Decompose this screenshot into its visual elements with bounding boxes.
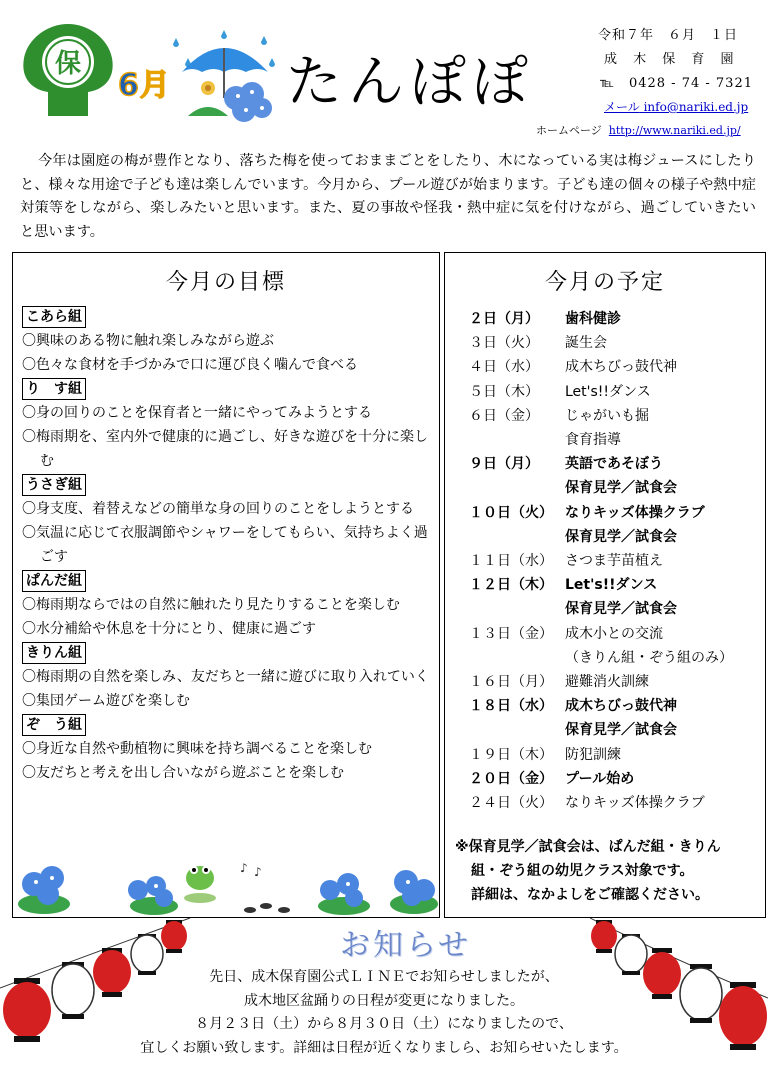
- goal-item: 〇興味のある物に触れ楽しみながら遊ぶ: [22, 333, 274, 349]
- goal-item: 〇梅雨期ならではの自然に触れたり見たりすることを楽しむ: [22, 597, 400, 613]
- schedule-row: [469, 404, 761, 428]
- notice-line: ８月２３日（土）から８月３０日（土）になりましたので、: [195, 1016, 573, 1032]
- logo-text: 保: [54, 49, 82, 79]
- schedule-note-line: ※保育見学／試食会は、ぱんだ組・きりん: [455, 839, 721, 855]
- monthly-schedule-box: [444, 252, 766, 918]
- goal-item: 〇梅雨期を、室内外で健康的に過ごし、好きな遊びを十分に楽しむ: [22, 429, 428, 469]
- schedule-row: [469, 718, 761, 742]
- schedule-row: [469, 622, 761, 646]
- schedule-day: ２０日（金）: [469, 770, 553, 787]
- notice-line: 先日、成木保育園公式ＬＩＮＥでお知らせしましたが、: [209, 969, 559, 985]
- goal-group: [22, 569, 432, 641]
- newsletter-title: たんぽぽ: [286, 50, 534, 115]
- group-label: り す組: [22, 378, 86, 400]
- schedule-day: １１日（水）: [469, 553, 553, 570]
- schedule-row: [469, 549, 761, 573]
- goal-item: 〇身近な自然や動植物に興味を持ち調べることを楽しむ: [22, 741, 372, 757]
- schedule-row: [469, 380, 761, 404]
- month-badge: 6月: [118, 68, 171, 103]
- goal-item: 〇身支度、着替えなどの簡単な身の回りのことをしようとする: [22, 501, 414, 517]
- goal-group: [22, 713, 432, 785]
- schedule-title: 今月の予定: [544, 270, 665, 295]
- schedule-event: プール始め: [565, 770, 635, 787]
- school-name: 成 木 保 育 園: [604, 52, 740, 67]
- email-link[interactable]: [604, 98, 748, 115]
- schedule-day: [469, 597, 565, 621]
- schedule-list: [469, 307, 761, 815]
- schedule-row: [469, 452, 761, 476]
- goal-item: 〇水分補給や休息を十分にとり、健康に過ごす: [22, 621, 316, 637]
- schedule-row: [469, 501, 761, 525]
- goal-group: [22, 641, 432, 713]
- schedule-event: 保育見学／試食会: [565, 601, 677, 618]
- schedule-event: 保育見学／試食会: [565, 480, 677, 497]
- notice-line: 成木地区盆踊りの日程が変更になりました。: [244, 992, 524, 1009]
- schedule-row: [469, 791, 761, 815]
- group-label: きりん組: [22, 642, 86, 664]
- schedule-event: なりキッズ体操クラブ: [565, 504, 705, 521]
- schedule-row: [469, 428, 761, 452]
- schedule-row: [469, 646, 761, 670]
- schedule-day: ３日（火）: [469, 335, 539, 352]
- schedule-note: [455, 835, 761, 907]
- schedule-day: ４日（水）: [469, 359, 539, 376]
- nursery-logo: [18, 20, 118, 124]
- schedule-row: [469, 597, 761, 621]
- schedule-day: [469, 646, 565, 670]
- schedule-day: １９日（木）: [469, 746, 553, 763]
- notice-body: [100, 966, 668, 1060]
- schedule-day: [469, 525, 565, 549]
- svg-text:♪: ♪: [240, 861, 248, 875]
- schedule-event: 食育指導: [565, 432, 621, 449]
- svg-text:♪: ♪: [254, 865, 262, 879]
- monthly-goals-box: [12, 252, 440, 918]
- schedule-event: さつま芋苗植え: [565, 553, 663, 570]
- email-address[interactable]: info@nariki.ed.jp: [643, 100, 749, 114]
- schedule-row: [469, 355, 761, 379]
- schedule-event: 誕生会: [565, 335, 607, 352]
- goals-list: [22, 305, 432, 785]
- schedule-day: １３日（金）: [469, 625, 553, 642]
- schedule-row: [469, 694, 761, 718]
- schedule-event: 成木ちびっ鼓代神: [565, 359, 677, 376]
- schedule-day: [469, 428, 565, 452]
- goal-group: [22, 473, 432, 569]
- schedule-event: （きりん組・ぞう組のみ）: [565, 649, 733, 666]
- schedule-event: 歯科健診: [565, 311, 621, 327]
- schedule-day: [469, 476, 565, 500]
- goal-group: [22, 377, 432, 473]
- goal-item: 〇色々な食材を手づかみで口に運び良く噛んで食べる: [22, 357, 358, 373]
- intro-paragraph: 今年は園庭の梅が豊作となり、落ちた梅を使っておままごとをしたり、木になっている実は梅ジュースにしたりと、様々な用途で子ども達は楽しんでいます。今月から、プール遊びが始まります。子ども達の個々の様子や熱中症対策等をしながら、楽しみたいと思います。また、夏の事故や怪我・熱中症に気を付けながら、過ごしていきたいと思います。: [20, 153, 756, 240]
- schedule-day: ２日（月）: [469, 311, 539, 327]
- schedule-day: １８日（水）: [469, 698, 553, 715]
- schedule-day: １２日（木）: [469, 577, 553, 594]
- goal-item: 〇気温に応じて衣服調節やシャワーをしてもらい、気持ちよく過ごす: [22, 525, 428, 565]
- goal-item: 〇身の回りのことを保育者と一緒にやってみようとする: [22, 405, 372, 421]
- schedule-row: [469, 525, 761, 549]
- schedule-day: ６日（金）: [469, 407, 539, 424]
- goal-item: 〇梅雨期の自然を楽しみ、友だちと一緒に遊びに取り入れていく: [22, 669, 429, 685]
- goal-item: 〇集団ゲーム遊びを楽しむ: [22, 693, 190, 709]
- group-label: うさぎ組: [22, 474, 86, 496]
- schedule-event: 保育見学／試食会: [565, 528, 677, 545]
- schedule-day: ９日（月）: [469, 456, 539, 473]
- schedule-row: [469, 670, 761, 694]
- homepage-link[interactable]: http://www.nariki.ed.jp/: [608, 124, 741, 137]
- schedule-event: Let's!!ダンス: [565, 383, 651, 400]
- schedule-event: 英語であそぼう: [565, 456, 663, 473]
- group-label: ぱんだ組: [22, 570, 86, 592]
- schedule-event: Let's!!ダンス: [565, 577, 658, 594]
- schedule-event: 避難消火訓練: [565, 674, 649, 691]
- schedule-day: １０日（火）: [469, 504, 553, 521]
- issue-date: 令和７年 ６月 １日: [598, 28, 739, 43]
- homepage-label: ホームページ: [536, 124, 602, 137]
- goal-item: 〇友だちと考えを出し合いながら遊ぶことを楽しむ: [22, 765, 344, 781]
- goal-group: [22, 305, 432, 377]
- notice-title: お知らせ: [340, 928, 472, 963]
- schedule-day: １６日（月）: [469, 674, 553, 691]
- hydrangea-frog-illustration: [14, 852, 438, 916]
- phone-number: ℡ 0428 - 74 - 7321: [600, 76, 753, 91]
- schedule-row: [469, 767, 761, 791]
- schedule-event: なりキッズ体操クラブ: [565, 795, 705, 812]
- group-label: こあら組: [22, 306, 86, 328]
- schedule-row: [469, 331, 761, 355]
- schedule-row: [469, 307, 761, 331]
- schedule-row: [469, 476, 761, 500]
- notice-line: 宜しくお願い致します。詳細は日程が近くなりましら、お知らせいたします。: [140, 1039, 628, 1056]
- schedule-note-line: 詳細は、なかよしをご確認ください。: [471, 887, 709, 903]
- schedule-event: 成木小との交流: [565, 625, 663, 642]
- schedule-row: [469, 743, 761, 767]
- schedule-note-line: 組・ぞう組の幼児クラス対象です。: [471, 863, 694, 879]
- schedule-day: ２４日（火）: [469, 795, 553, 812]
- schedule-day: ５日（木）: [469, 383, 539, 400]
- schedule-event: 成木ちびっ鼓代神: [565, 698, 677, 715]
- schedule-day: [469, 718, 565, 742]
- homepage-line: [536, 122, 741, 138]
- umbrella-illustration: [168, 28, 280, 124]
- schedule-event: 保育見学／試食会: [565, 722, 677, 739]
- group-label: ぞ う組: [22, 714, 86, 736]
- schedule-event: じゃがいも掘: [565, 407, 649, 424]
- schedule-row: [469, 573, 761, 597]
- email-label: メール: [604, 100, 640, 114]
- schedule-event: 防犯訓練: [565, 746, 621, 763]
- goals-title: 今月の目標: [165, 270, 286, 295]
